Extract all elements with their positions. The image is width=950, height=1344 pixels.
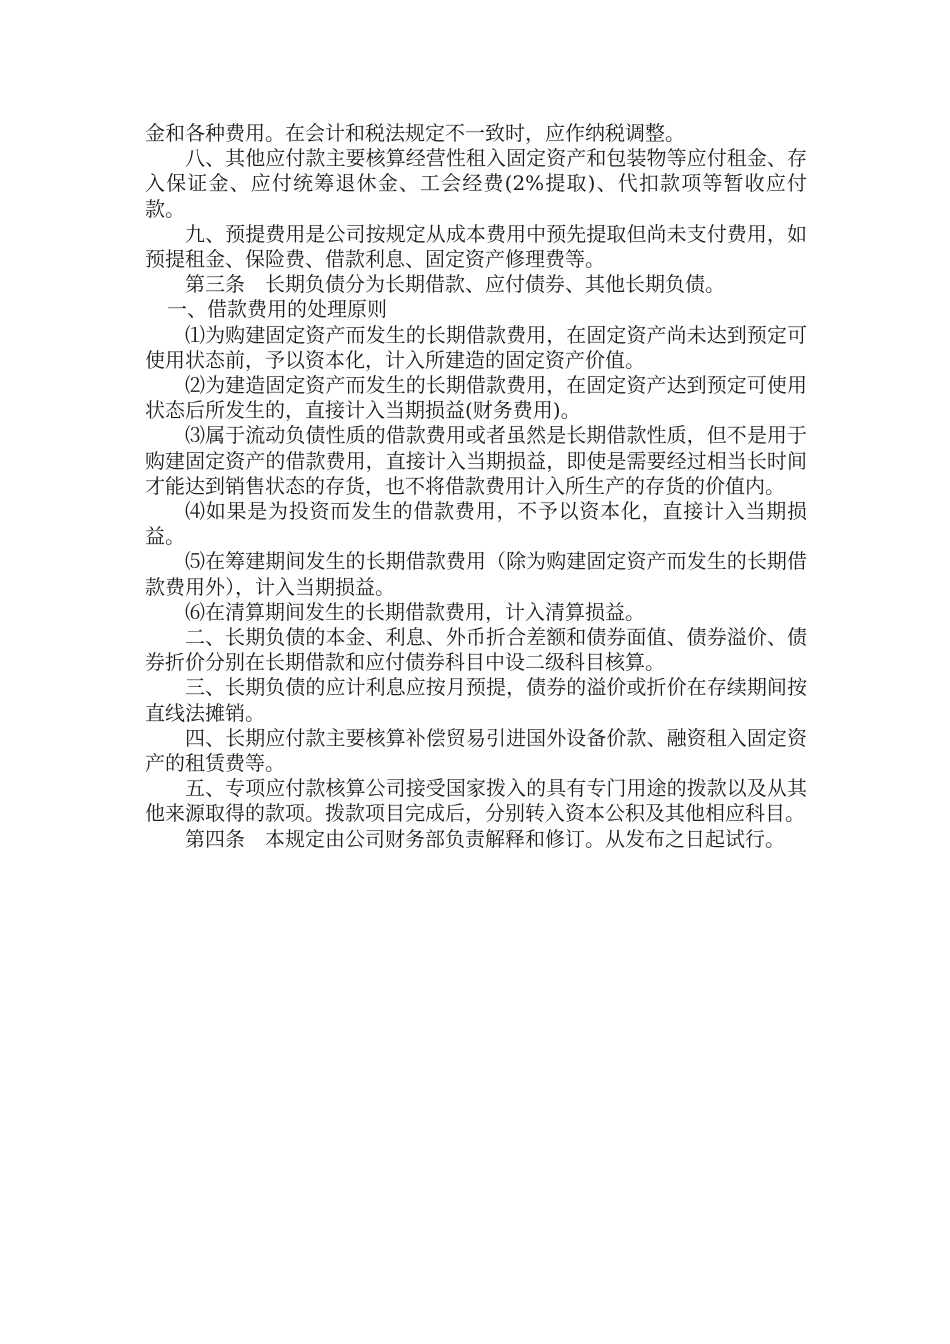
article-3-heading: 第三条 长期负债分为长期借款、应付债券、其他长期负债。 — [185, 272, 725, 297]
section-heading-borrowing-costs: 一、借款费用的处理原则 — [167, 297, 387, 322]
borrowing-rule-6: ⑹在清算期间发生的长期借款费用，计入清算损益。 — [185, 599, 645, 624]
borrowing-rule-5: ⑸在筹建期间发生的长期借款费用（除为购建固定资产而发生的长期借款费用外），计入当期损益。 — [145, 549, 807, 599]
borrowing-rule-4: ⑷如果是为投资而发生的借款费用，不予以资本化，直接计入当期损益。 — [145, 499, 807, 549]
paragraph-continuation: 金和各种费用。在会计和税法规定不一致时，应作纳税调整。 — [145, 121, 685, 145]
borrowing-rule-3: ⑶属于流动负债性质的借款费用或者虽然是长期借款性质，但不是用于购建固定资产的借款费用，直接计入当期损益，即使是需要经过相当长时间才能达到销售状态的存货，也不将借款费用计入所生产的存货的价值内。 — [145, 423, 807, 498]
document-body — [145, 121, 807, 852]
borrowing-rule-2: ⑵为建造固定资产而发生的长期借款费用，在固定资产达到预定可使用状态后所发生的，直接计入当期损益(财务费用)。 — [145, 373, 807, 423]
article-4-paragraph: 第四条 本规定由公司财务部负责解释和修订。从发布之日起试行。 — [185, 826, 785, 851]
paragraph-special-payables: 五、专项应付款核算公司接受国家拨入的具有专门用途的拨款以及从其他来源取得的款项。拨款项目完成后，分别转入资本公积及其他相应科目。 — [145, 776, 807, 826]
borrowing-rule-1: ⑴为购建固定资产而发生的长期借款费用，在固定资产尚未达到预定可使用状态前，予以资本化，计入所建造的固定资产价值。 — [145, 322, 807, 372]
paragraph-long-term-payables: 四、长期应付款主要核算补偿贸易引进国外设备价款、融资租入固定资产的租赁费等。 — [145, 725, 807, 776]
paragraph-other-payables: 八、其他应付款主要核算经营性租入固定资产和包装物等应付租金、存入保证金、应付统筹退休金、工会经费(2%提取)、代扣款项等暂收应付款。 — [145, 146, 807, 221]
paragraph-long-term-liabilities: 二、长期负债的本金、利息、外币折合差额和债券面值、债券溢价、债券折价分别在长期借款和应付债券科目中设二级科目核算。 — [145, 625, 807, 675]
paragraph-accrued-interest: 三、长期负债的应计利息应按月预提，债券的溢价或折价在存续期间按直线法摊销。 — [145, 675, 807, 725]
paragraph-accrued-expenses: 九、预提费用是公司按规定从成本费用中预先提取但尚未支付费用，如预提租金、保险费、借款利息、固定资产修理费等。 — [145, 221, 807, 272]
